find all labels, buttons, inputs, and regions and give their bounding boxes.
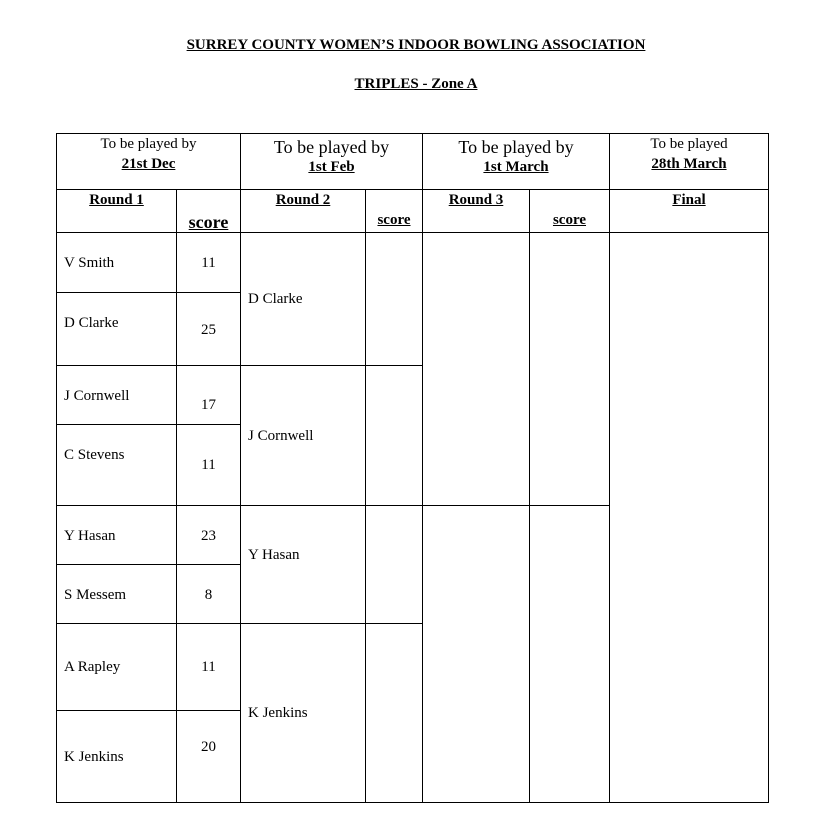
round1-heading: Round 1: [89, 192, 144, 208]
round2-player: D Clarke: [248, 291, 303, 307]
round1-player: V Smith: [64, 255, 115, 271]
round3-score-heading: score: [552, 212, 587, 228]
final-heading: Final: [672, 192, 706, 208]
col1-play-by: To be played by: [100, 136, 197, 152]
col3-play-by: To be played by: [458, 137, 574, 157]
round1-score: 25: [201, 322, 216, 338]
document-title: SURREY COUNTY WOMEN’S INDOOR BOWLING ASSOCIATION: [186, 37, 646, 53]
round1-score: 8: [204, 587, 213, 603]
round1-player: Y Hasan: [64, 528, 116, 544]
round2-score-heading: score: [377, 212, 411, 228]
col4-date: 28th March: [651, 156, 727, 172]
col3-date: 1st March: [483, 159, 549, 175]
round1-player: S Messem: [64, 587, 127, 603]
round1-score: 20: [201, 739, 216, 755]
col2-date: 1st Feb: [308, 159, 355, 175]
round1-score: 23: [201, 528, 216, 544]
col4-play-by: To be played: [650, 136, 728, 152]
round2-heading: Round 2: [275, 192, 331, 208]
round2-player: J Cornwell: [248, 428, 314, 444]
round1-score: 11: [201, 255, 216, 271]
round1-player: K Jenkins: [64, 749, 124, 765]
round3-heading: Round 3: [448, 192, 504, 208]
round1-score: 11: [201, 457, 216, 473]
round1-score-heading: score: [188, 212, 229, 232]
round1-score: 11: [201, 659, 216, 675]
document-subtitle: TRIPLES - Zone A: [354, 76, 478, 92]
col1-date: 21st Dec: [121, 156, 176, 172]
round1-score: 17: [201, 397, 216, 413]
round1-player: J Cornwell: [64, 388, 130, 404]
round2-player: Y Hasan: [248, 547, 300, 563]
round1-player: C Stevens: [64, 447, 125, 463]
round1-player: A Rapley: [64, 659, 121, 675]
round1-player: D Clarke: [64, 315, 119, 331]
col2-play-by: To be played by: [273, 137, 390, 157]
round2-player: K Jenkins: [248, 705, 308, 721]
